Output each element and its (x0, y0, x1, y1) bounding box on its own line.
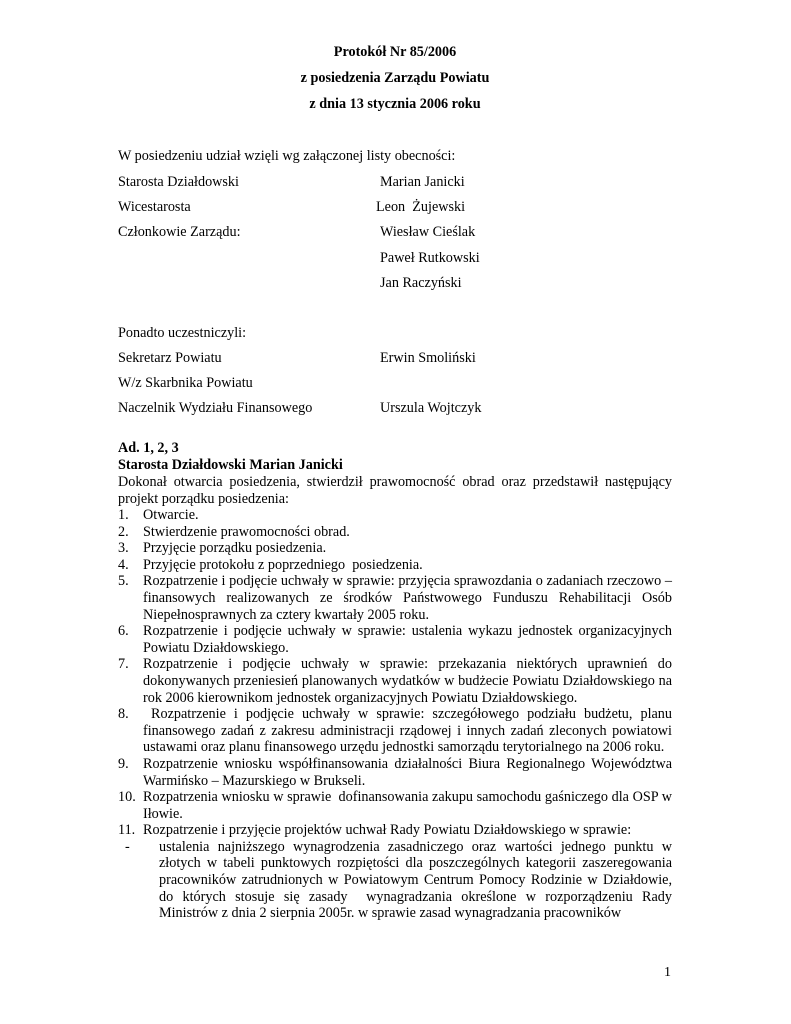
agenda-item-text: Przyjęcie protokołu z poprzedniego posiedzenia. (143, 556, 423, 573)
agenda-item (118, 573, 672, 623)
participant-name: Urszula Wojtczyk (380, 400, 482, 416)
agenda-item-number: 3. (118, 540, 129, 557)
attendee-role: Starosta Działdowski (118, 174, 239, 190)
agenda-item (118, 540, 672, 557)
attendance-intro: W posiedzeniu udział wzięli wg załączonej listy obecności: (118, 148, 456, 164)
agenda-item-number: 1. (118, 507, 129, 523)
agenda-item (118, 524, 672, 541)
agenda-item (118, 822, 672, 839)
agenda-item-number: 5. (118, 573, 129, 590)
agenda-item-text: Przyjęcie porządku posiedzenia. (143, 540, 327, 557)
agenda-item-number: 10. (118, 789, 136, 806)
agenda-item-text: Rozpatrzenie i podjęcie uchwały w sprawie: szczegółowego podziału budżetu, planu finansowego zadań z zakresu administracji rządowej i innych zadań zleconych powiatowi ustawami oraz planu finansowego urzędu jednostki samorządu terytorialnego na 2006 roku. (143, 706, 676, 756)
protocol-title: Protokół Nr 85/2006 (333, 44, 457, 60)
attendee-name: Marian Janicki (380, 174, 465, 190)
agenda-subitem-text: ustalenia najniższego wynagrodzenia zasadniczego oraz wartości jednego punktu w złotych w tabeli punktowych rozpiętości dla poszczególnych kategorii zaszeregowania pracowników zatrudnionych w Powiatowym Centrum Pomocy Rodzinie w Działdowie, do których stosuje się zasady wynagradzania określone w rozporządzeniu Rady Ministrów z dnia 2 sierpnia 2005r. w sprawie zasad wynagradzania pracowników (159, 838, 676, 922)
agenda-item-text: Rozpatrzenie wniosku współfinansowania działalności Biura Regionalnego Województwa Warmińsko – Mazurskiego w Brukseli. (143, 755, 672, 789)
attendee-name: Paweł Rutkowski (380, 250, 480, 266)
others-intro: Ponadto uczestniczyli: (118, 325, 247, 341)
agenda-item-text: Rozpatrzenie i podjęcie uchwały w sprawie: ustalenia wykazu jednostek organizacyjnych Powiatu Działdowskiego. (143, 623, 672, 656)
attendee-name: Jan Raczyński (380, 275, 462, 291)
agenda-item-number: 6. (118, 623, 129, 640)
agenda-item-number: 2. (118, 523, 129, 540)
agenda-item (118, 507, 672, 524)
agenda-item-number: 9. (118, 755, 129, 772)
participant-role: Naczelnik Wydziału Finansowego (118, 400, 313, 416)
attendee-name: Leon Żujewski (376, 199, 466, 215)
agenda-item-text: Rozpatrzenie i podjęcie uchwały w sprawie: przekazania niektórych uprawnień do dokonywanych przeniesień planowanych wydatków w budżecie Powiatu Działdowskiego na rok 2006 kierownikom jednostek organizacyjnych Powiatu Działdowskiego. (143, 656, 672, 706)
agenda-item (118, 623, 672, 656)
agenda-list (118, 507, 676, 922)
agenda-item-number: 8. (118, 706, 129, 723)
section-heading: Ad. 1, 2, 3 (118, 440, 179, 456)
agenda-item (118, 656, 672, 706)
speaker-heading: Starosta Działdowski Marian Janicki (118, 457, 343, 473)
agenda-item-number: 11. (118, 822, 136, 839)
agenda-item-text: Rozpatrzenie i przyjęcie projektów uchwał Rady Powiatu Działdowskiego w sprawie: (143, 822, 632, 839)
attendee-role: Wicestarosta (118, 199, 191, 215)
agenda-item-number: 7. (118, 656, 129, 673)
agenda-item (118, 706, 676, 756)
meeting-subtitle: z posiedzenia Zarządu Powiatu (300, 70, 490, 86)
agenda-item-text: Rozpatrzenie i podjęcie uchwały w sprawie: przyjęcia sprawozdania o zadaniach rzeczowo – finansowych realizowanych ze środków Państwowego Funduszu Rehabilitacji Osób Niepełnosprawnych za cztery kwartały 2005 roku. (143, 573, 672, 623)
participant-role: W/z Skarbnika Powiatu (118, 375, 253, 391)
participant-name: Erwin Smoliński (380, 350, 476, 366)
agenda-item-text: Otwarcie. (143, 507, 199, 523)
page-number: 1 (664, 965, 671, 980)
agenda-item-text: Rozpatrzenia wniosku w sprawie dofinansowania zakupu samochodu gaśniczego dla OSP w Iłowie. (143, 789, 676, 822)
agenda-item-number: 4. (118, 556, 129, 573)
agenda-subitem (118, 838, 676, 922)
section-intro: Dokonał otwarcia posiedzenia, stwierdził prawomocność obrad oraz przedstawił następujący projekt porządku posiedzenia: (118, 474, 672, 507)
attendee-role: Członkowie Zarządu: (118, 224, 241, 240)
participant-role: Sekretarz Powiatu (118, 350, 222, 366)
agenda-subitem-dash: - (125, 838, 130, 855)
meeting-date: z dnia 13 stycznia 2006 roku (309, 96, 481, 112)
agenda-item (118, 756, 672, 789)
agenda-item (118, 789, 676, 822)
agenda-item (118, 557, 672, 574)
agenda-item-text: Stwierdzenie prawomocności obrad. (143, 523, 350, 540)
attendee-name: Wiesław Cieślak (380, 224, 476, 240)
